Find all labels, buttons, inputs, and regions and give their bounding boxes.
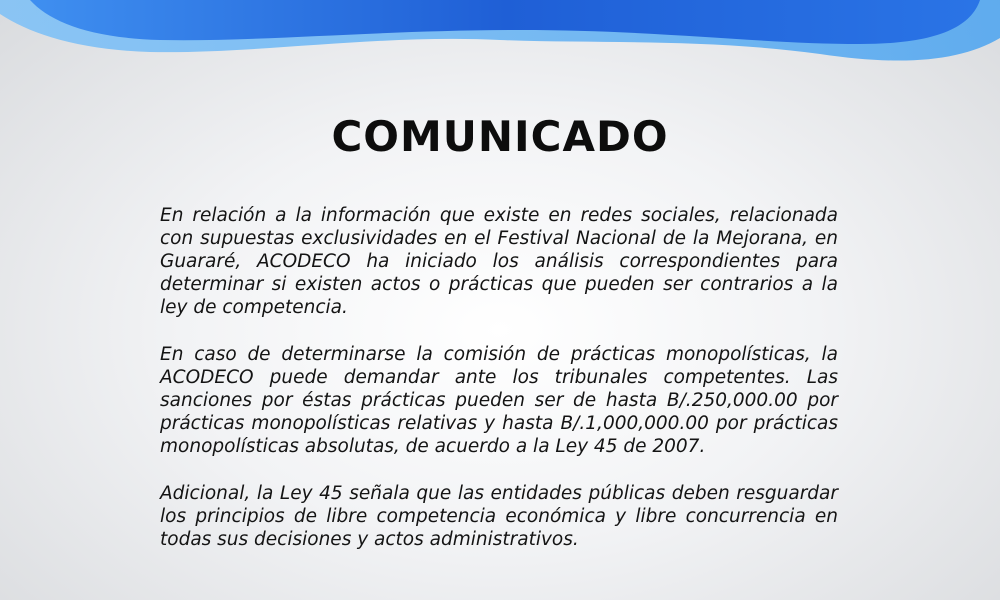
paragraph-3: Adicional, la Ley 45 señala que las entidades públicas deben resguardar los principios de libre competencia económica y libre concurrencia en todas sus decisiones y actos administrativos. [160,483,838,550]
announcement-body [160,204,838,575]
page-title: COMUNICADO [331,112,669,161]
header-wave-decoration [0,0,1000,80]
paragraph-1: En relación a la información que existe en redes sociales, relacionada con supuestas exclusividades en el Festival Nacional de la Mejorana, en Guararé, ACODECO ha iniciado los análisis correspondientes para determinar si existen actos o prácticas que pueden ser contrarios a la ley de competencia. [160,205,838,318]
paragraph-2: En caso de determinarse la comisión de prácticas monopolísticas, la ACODECO puede demandar ante los tribunales competentes. Las sanciones por éstas prácticas pueden ser de hasta B/.250,000.00 por prácticas monopolísticas relativas y hasta B/.1,000,000.00 por prácticas monopolísticas absolutas, de acuerdo a la Ley 45 de 2007. [160,344,838,457]
